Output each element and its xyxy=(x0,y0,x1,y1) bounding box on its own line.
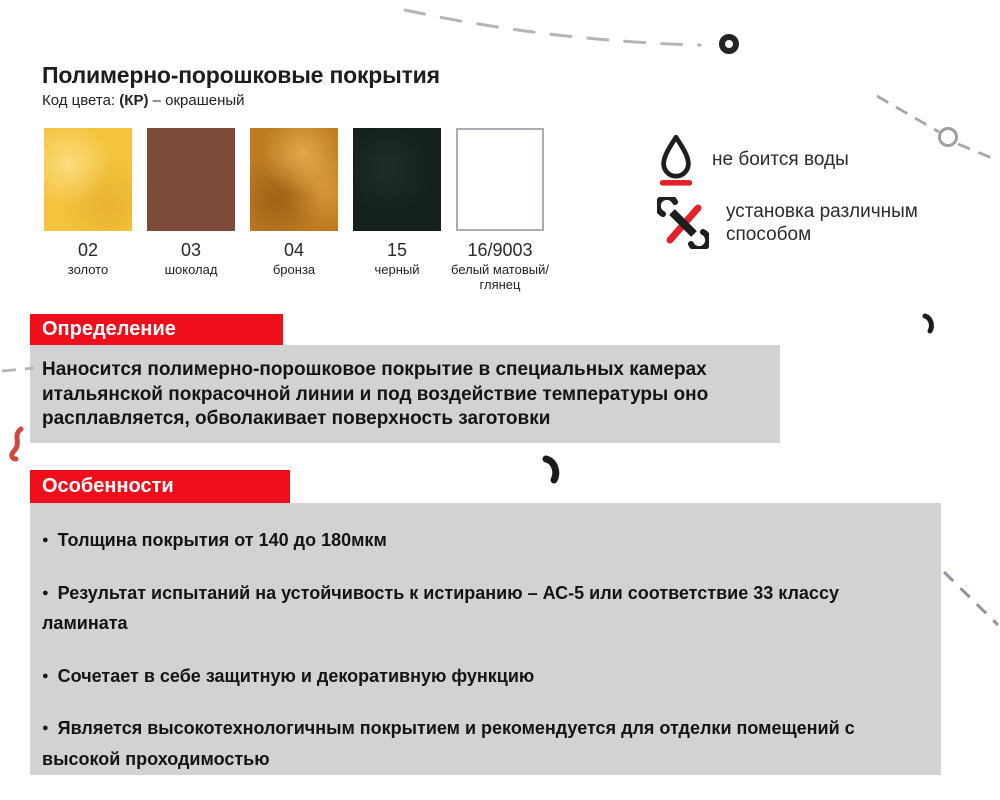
dashed-line-bottom-right-icon xyxy=(944,572,998,625)
bullet-icon: ● xyxy=(42,586,49,599)
swatch-cell-chocolate xyxy=(147,128,235,293)
small-comma-mark-icon xyxy=(925,316,931,331)
definition-body: Наносится полимерно-порошковое покрытие в специальных камерах итальянской покрасочной линии и под воздействие температуры оно расплавляется, обволакивает поверхность заготовки xyxy=(30,345,780,443)
features-bullet-list xyxy=(42,525,915,775)
bullet-text: Сочетает в себе защитную и декоративную функцию xyxy=(57,665,535,686)
color-swatch-bronze xyxy=(250,128,338,231)
swatch-name: золото xyxy=(67,262,109,277)
red-squiggle-icon xyxy=(12,429,21,459)
bullet-icon: ● xyxy=(42,534,49,546)
dashed-curve-top-icon xyxy=(405,10,700,45)
color-swatch-chocolate xyxy=(147,128,235,231)
color-swatch-black xyxy=(353,128,441,231)
feature-bullet xyxy=(42,525,915,556)
feature-label: не боится воды xyxy=(712,149,849,171)
color-swatch-row xyxy=(44,128,549,293)
swatch-cell-white xyxy=(451,128,549,293)
swatch-code: 16/9003 xyxy=(467,240,533,260)
bullet-text: Является высокотехнологичным покрытием и рекомендуется для отделки помещений с высокой проходимостью xyxy=(42,718,855,769)
color-swatch-gold xyxy=(44,128,132,231)
definition-heading: Определение xyxy=(30,314,283,345)
swatch-cell-black xyxy=(353,128,441,293)
swatch-label xyxy=(434,240,566,293)
bullet-icon: ● xyxy=(42,722,49,735)
swatch-code: 02 xyxy=(77,240,99,260)
subtitle-code: (КР) xyxy=(119,92,149,109)
subtitle-suffix: – окрашеный xyxy=(148,92,245,109)
feature-icon-list xyxy=(657,132,976,249)
color-swatch-white xyxy=(456,128,544,231)
swatch-code: 04 xyxy=(283,240,305,260)
color-code-subtitle xyxy=(42,92,440,109)
swatch-cell-gold xyxy=(44,128,132,293)
bullet-text: Толщина покрытия от 140 до 180мкм xyxy=(57,530,387,550)
swatch-name: черный xyxy=(374,262,420,277)
bullet-text: Результат испытаний на устойчивость к истиранию – АС-5 или соответствие 33 классу ламината xyxy=(42,582,839,634)
swatch-name: бронза xyxy=(272,262,316,277)
swatch-code: 15 xyxy=(386,240,408,260)
features-heading: Особенности xyxy=(30,470,290,503)
feature-bullet xyxy=(42,661,915,692)
feature-label: установка различным способом xyxy=(726,200,918,245)
bullet-icon: ● xyxy=(42,669,49,682)
feature-bullet xyxy=(42,578,915,639)
header xyxy=(42,62,440,109)
swatch-name: белый матовый/глянец xyxy=(451,262,549,293)
subtitle-prefix: Код цвета: xyxy=(42,92,120,109)
swatch-cell-bronze xyxy=(250,128,338,293)
swatch-name: шоколад xyxy=(164,262,218,277)
swatch-code: 03 xyxy=(180,240,202,260)
dashed-line-right-icon xyxy=(877,96,939,132)
feature-row-install xyxy=(657,197,976,249)
feature-bullet xyxy=(42,713,915,774)
page-title: Полимерно-порошковые покрытия xyxy=(42,62,440,88)
water-drop-icon xyxy=(657,132,695,188)
comma-mark-icon xyxy=(546,459,556,480)
feature-row-water xyxy=(657,132,976,188)
features-body xyxy=(30,503,941,775)
dot-ring-icon xyxy=(722,37,736,51)
tools-icon xyxy=(657,197,709,249)
